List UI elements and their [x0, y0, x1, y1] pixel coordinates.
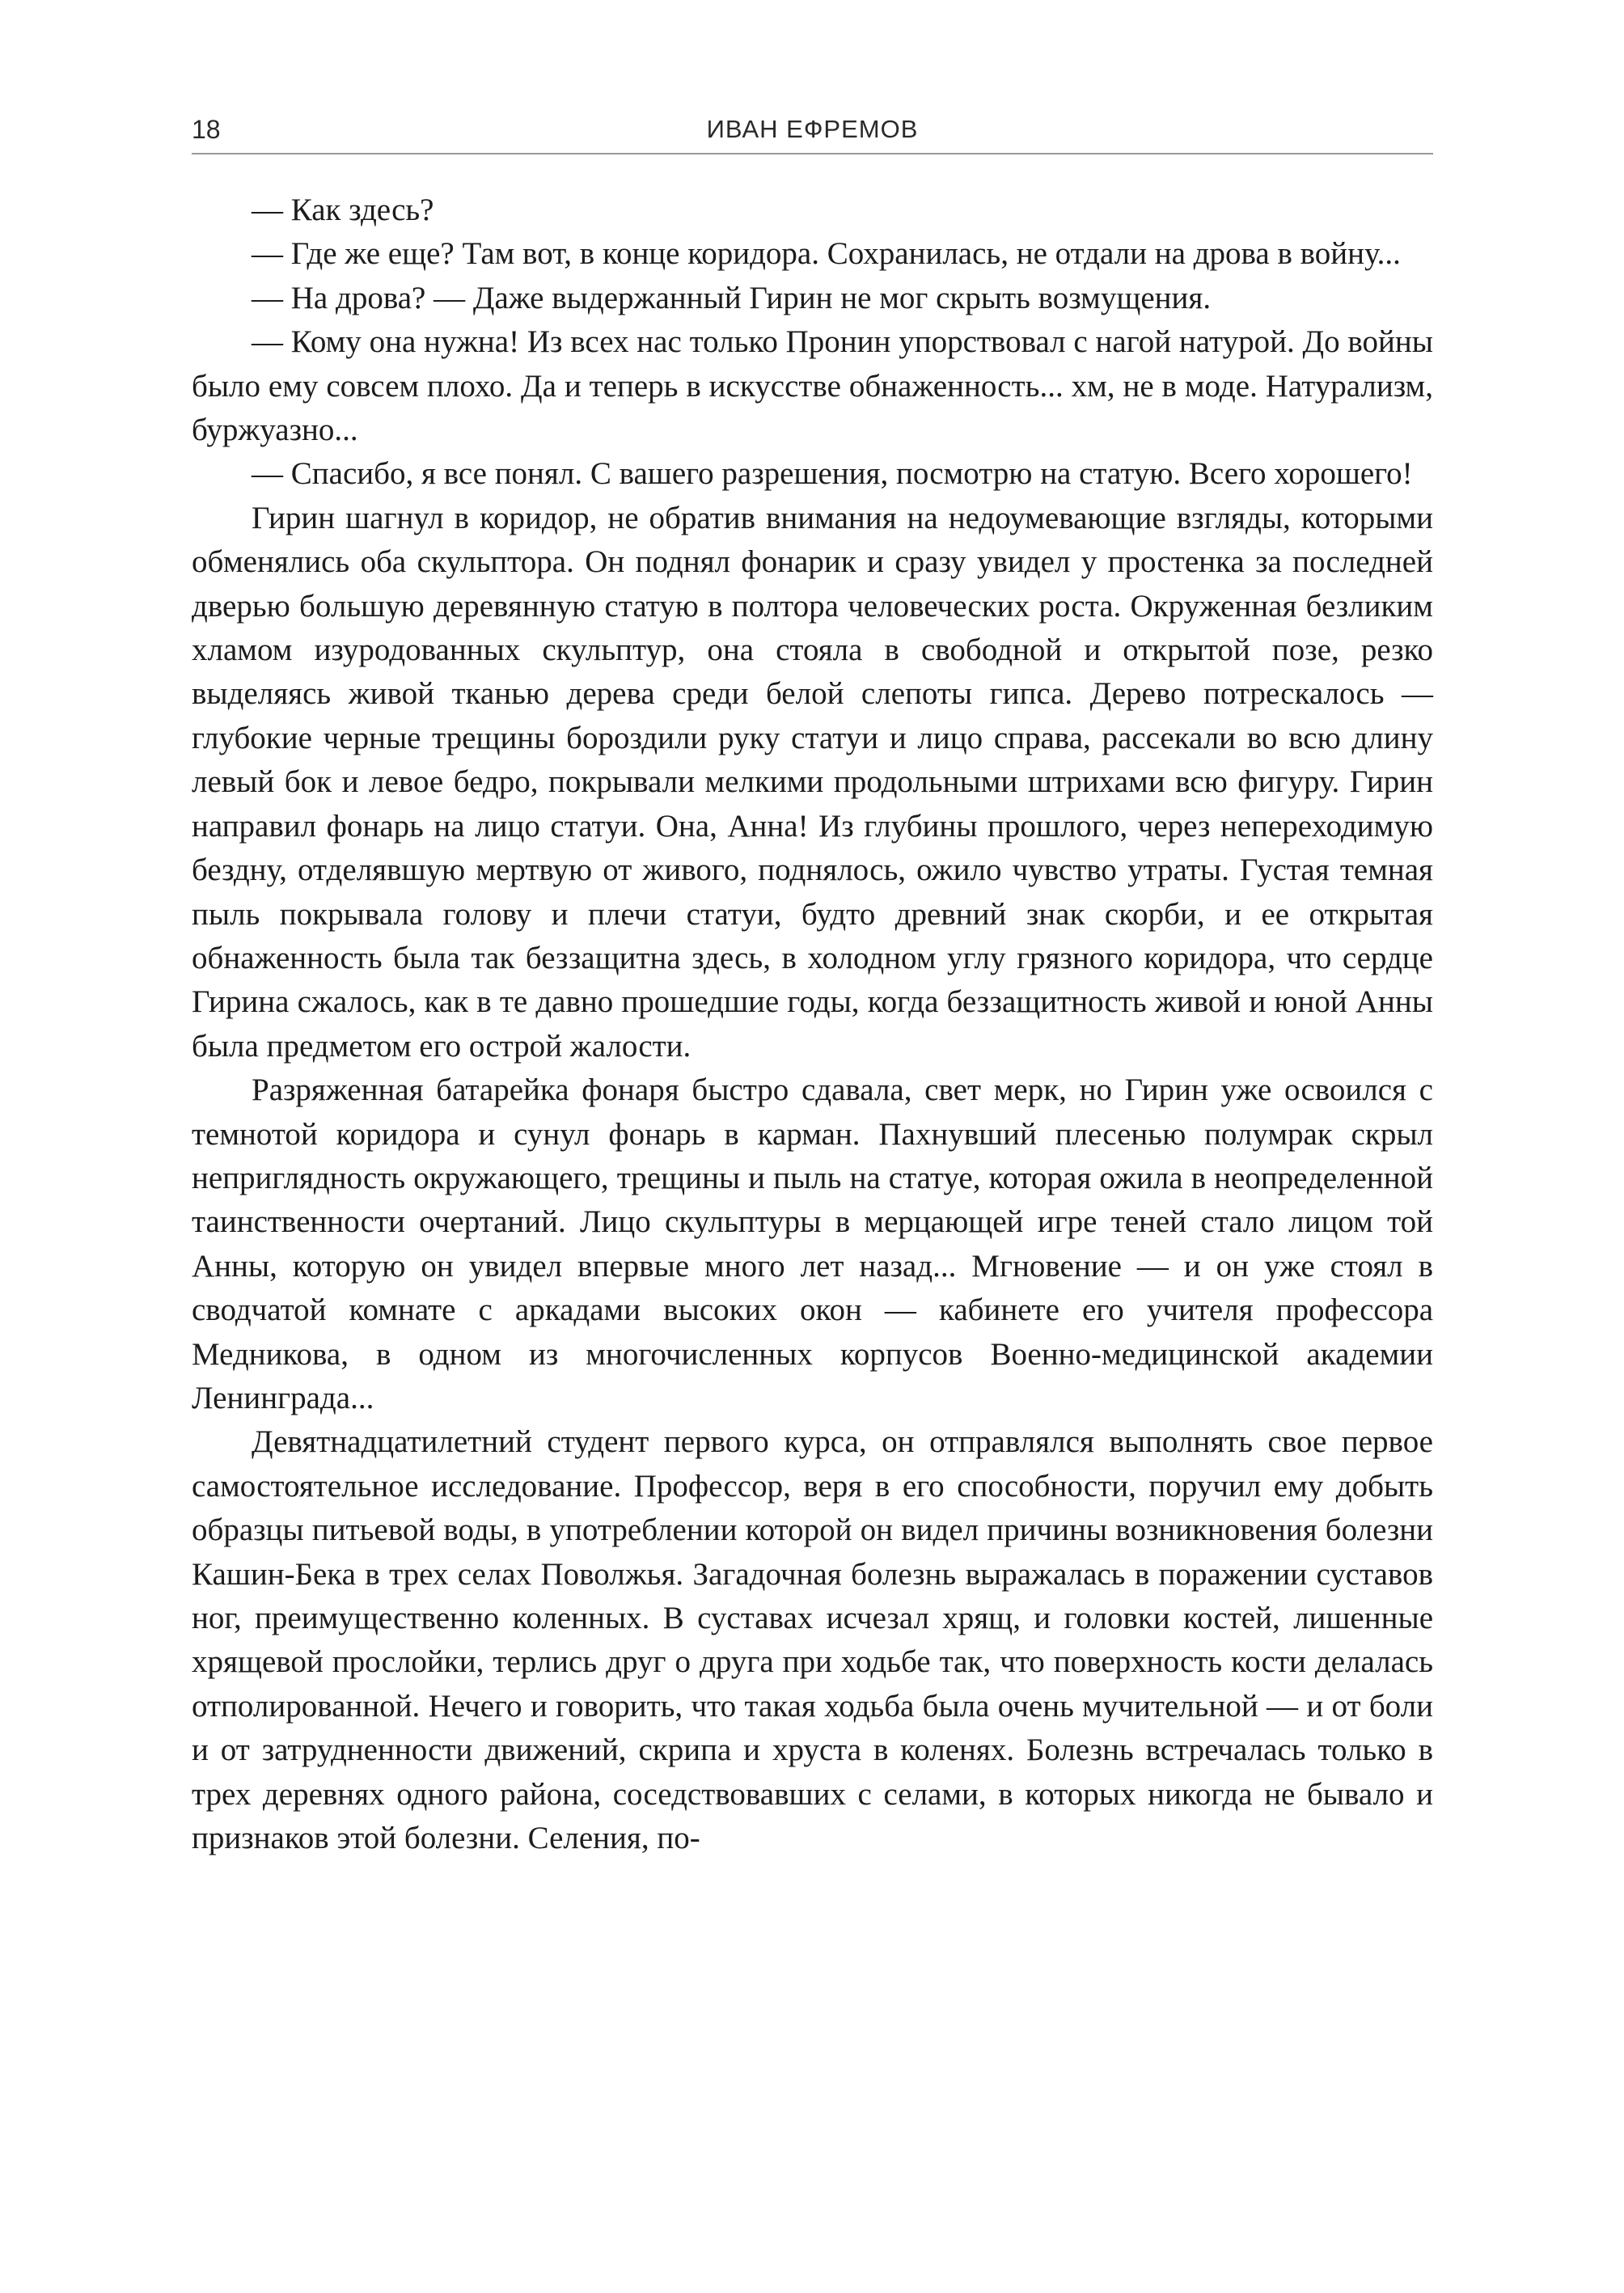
book-author: ИВАН ЕФРЕМОВ [706, 115, 919, 143]
paragraph: — Как здесь? [252, 192, 434, 227]
paragraph: — Спасибо, я все понял. С вашего разрешения, посмотрю на статую. Всего хорошего! [252, 456, 1413, 492]
header-rule [192, 153, 1433, 154]
running-head [192, 112, 1433, 154]
paragraph: — Кому она нужна! Из всех нас только Пронин упорствовал с нагой натурой. До войны было ему совсем плохо. Да и теперь в искусстве обнаженность... хм, не в моде. Натурализм, буржуазно... [192, 324, 1433, 448]
text-body [192, 188, 1433, 1860]
paragraph: Разряженная батарейка фонаря быстро сдавала, свет мерк, но Гирин уже освоился с темнотой коридора и сунул фонарь в карман. Пахнувший плесенью полумрак скрыл неприглядность окружающего, трещины и пыль на статуе, которая ожила в неопределенной таинственности очертаний. Лицо скульптуры в мерцающей игре теней стало лицом той Анны, которую он увидел впервые много лет назад... Мгновение — и он уже стоял в сводчатой комнате с аркадами высоких окон — кабинете его учителя профессора Медникова, в одном из многочисленных корпусов Военно-медицинской академии Ленинграда... [192, 1072, 1433, 1415]
paragraph: — На дрова? — Даже выдержанный Гирин не мог скрыть возмущения. [252, 280, 1212, 315]
page-number: 18 [192, 115, 221, 144]
paragraph: Гирин шагнул в коридор, не обратив внимания на недоумевающие взгляды, которыми обменялись оба скульптора. Он поднял фонарик и сразу увидел у простенка за последней дверью большую деревянную статую в полтора человеческих роста. Окруженная безликим хламом изуродованных скульптур, она стояла в свободной и открытой позе, резко выделяясь живой тканью дерева среди белой слепоты гипса. Дерево потрескалось — глубокие черные трещины бороздили руку статуи и лицо справа, рассекали во всю длину левый бок и левое бедро, покрывали мелкими продольными штрихами всю фигуру. Гирин направил фонарь на лицо статуи. Она, Анна! Из глубины прошлого, через непереходимую бездну, отделявшую мертвую от живого, поднялось, ожило чувство утраты. Густая темная пыль покрывала голову и плечи статуи, будто древний знак скорби, и ее открытая обнаженность была так беззащитна здесь, в холодном углу грязного коридора, что сердце Гирина сжалось, как в те давно прошедшие годы, когда беззащитность живой и юной Анны была предметом его острой жалости. [192, 500, 1433, 1064]
paragraph: Девятнадцатилетний студент первого курса, он отправлялся выполнять свое первое самостоятельное исследование. Профессор, веря в его способности, поручил ему добыть образцы питьевой воды, в употреблении которой он видел причины возникновения болезни Кашин-Бека в трех селах Поволжья. Загадочная болезнь выражалась в поражении суставов ног, преимущественно коленных. В суставах исчезал хрящ, и головки костей, лишенные хрящевой прослойки, терлись друг о друга при ходьбе так, что поверхность кости делалась отполированной. Нечего и говорить, что такая ходьба была очень мучительной — и от боли и от затрудненности движений, скрипа и хруста в коленях. Болезнь встречалась только в трех деревнях одного района, соседствовавших с селами, в которых никогда не бывало и признаков этой болезни. Селения, по- [192, 1424, 1433, 1856]
paragraph: — Где же еще? Там вот, в конце коридора. Сохранилась, не отдали на дрова в войну... [252, 236, 1401, 272]
